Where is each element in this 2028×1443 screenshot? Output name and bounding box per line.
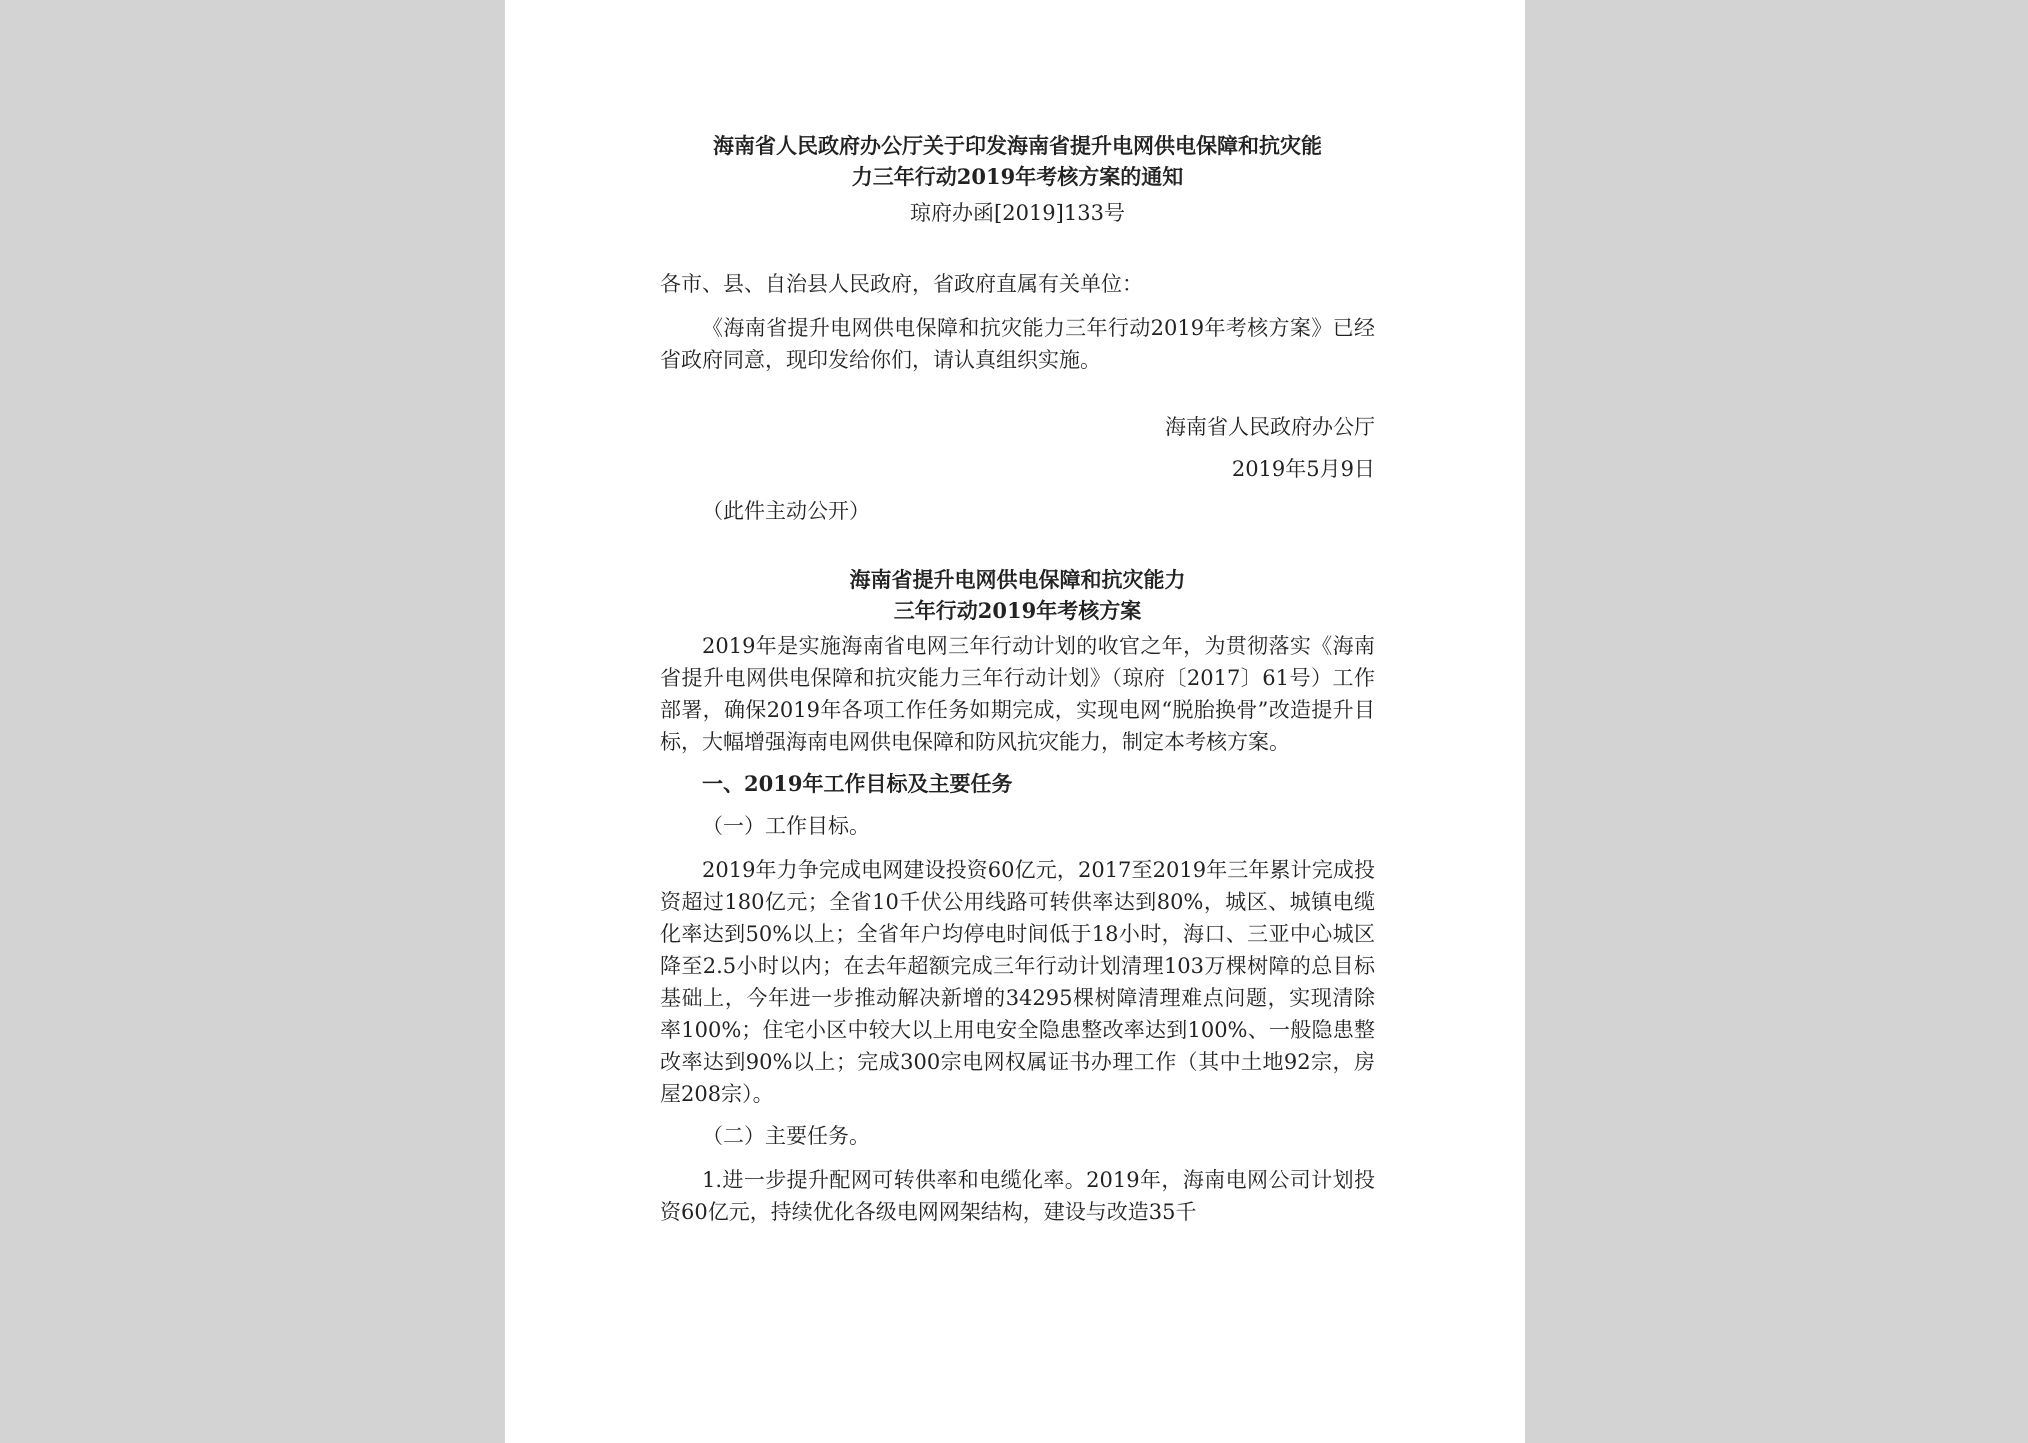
plan-title [660, 564, 1375, 626]
issuer-signature: 海南省人民政府办公厅 [1165, 415, 1375, 439]
task-item-1: 1.进一步提升配网可转供率和电缆化率。2019年，海南电网公司计划投资60亿元，持续优化各级电网网架结构，建设与改造35千 [660, 1168, 1375, 1224]
notice-title-line2: 力三年行动2019年考核方案的通知 [851, 164, 1184, 189]
document-number: 琼府办函[2019]133号 [910, 201, 1125, 225]
public-note: （此件主动公开） [702, 499, 870, 523]
notice-title [660, 130, 1375, 192]
plan-intro: 2019年是实施海南省电网三年行动计划的收官之年，为贯彻落实《海南省提升电网供电保障和抗灾能力三年行动计划》（琼府〔2017〕61号）工作部署，确保2019年各项工作任务如期完成，实现电网“脱胎换骨”改造提升目标，大幅增强海南电网供电保障和防风抗灾能力，制定本考核方案。 [660, 634, 1375, 754]
plan-title-line1: 海南省提升电网供电保障和抗灾能力 [849, 567, 1186, 592]
salutation: 各市、县、自治县人民政府，省政府直属有关单位： [660, 272, 1143, 296]
notice-title-line1: 海南省人民政府办公厅关于印发海南省提升电网供电保障和抗灾能 [713, 133, 1322, 158]
subsection-heading-tasks: （二）主要任务。 [702, 1124, 870, 1148]
document-content [660, 130, 1375, 1228]
subsection-heading-goals: （一）工作目标。 [702, 814, 870, 838]
plan-title-line2: 三年行动2019年考核方案 [893, 598, 1142, 623]
notice-body: 《海南省提升电网供电保障和抗灾能力三年行动2019年考核方案》已经省政府同意，现印发给你们，请认真组织实施。 [660, 316, 1375, 372]
issue-date: 2019年5月9日 [1231, 457, 1375, 481]
section-heading-1: 一、2019年工作目标及主要任务 [702, 771, 1013, 796]
document-page [505, 0, 1525, 1443]
goals-paragraph: 2019年力争完成电网建设投资60亿元，2017至2019年三年累计完成投资超过180亿元；全省10千伏公用线路可转供率达到80%，城区、城镇电缆化率达到50%以上；全省年户均停电时间低于18小时，海口、三亚中心城区降至2.5小时以内；在去年超额完成三年行动计划清理103万棵树障的总目标基础上，今年进一步推动解决新增的34295棵树障清理难点问题，实现清除率100%；住宅小区中较大以上用电安全隐患整改率达到100%、一般隐患整改率达到90%以上；完成300宗电网权属证书办理工作（其中土地92宗，房屋208宗）。 [660, 858, 1375, 1106]
